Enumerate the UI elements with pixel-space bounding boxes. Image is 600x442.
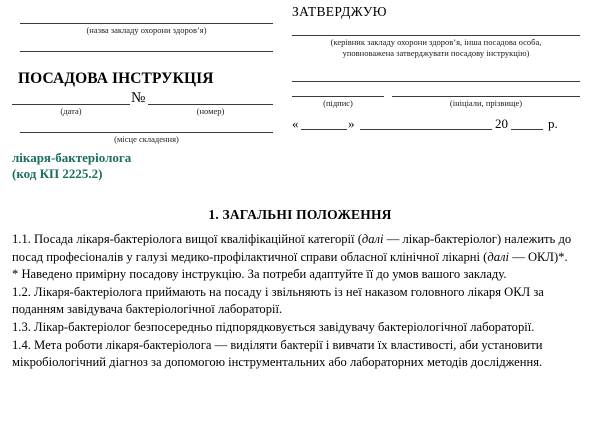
position-block bbox=[12, 150, 342, 182]
date-rule bbox=[12, 104, 130, 105]
body-paragraph-1-3: 1.3. Лікар-бактеріолог безпосередньо підпорядковується завідувачу бактеріологічної лабораторії. bbox=[12, 319, 535, 334]
document-body bbox=[12, 231, 590, 372]
authority-caption-line2: уповноважена затверджувати посадову інструкцію) bbox=[342, 48, 530, 58]
approve-label: ЗАТВЕРДЖУЮ bbox=[292, 4, 387, 19]
section-heading: 1. ЗАГАЛЬНІ ПОЛОЖЕННЯ bbox=[208, 207, 392, 222]
year-prefix: 20 bbox=[495, 116, 508, 131]
number-caption: (номер) bbox=[196, 106, 225, 116]
document-title-left: ПОСАДОВА ІНСТРУКЦІЯ bbox=[18, 70, 214, 87]
number-rule bbox=[148, 104, 273, 105]
date-quote-open: « bbox=[292, 116, 299, 131]
body-paragraph-1-4: 1.4. Мета роботи лікаря-бактеріолога — виділяти бактерії і вивчати їх властивості, аби установити мікробіологічний діагноз за допомогою інструментальних або лабораторних методів дослідження. bbox=[12, 337, 543, 370]
body-paragraph-1-1 bbox=[12, 231, 590, 266]
position-code: (код КП 2225.2) bbox=[12, 166, 103, 181]
year-blank-rule bbox=[511, 129, 543, 130]
organisation-second-rule bbox=[20, 51, 273, 52]
number-sign: № bbox=[131, 90, 146, 106]
date-quote-close: » bbox=[348, 116, 355, 131]
p1-part-c: — ОКЛ)*. bbox=[509, 249, 568, 264]
p1-italic-2: далі bbox=[487, 249, 510, 264]
day-blank-rule bbox=[301, 129, 347, 130]
name-caption: (ініціали, прізвище) bbox=[449, 98, 523, 108]
year-suffix: р. bbox=[548, 116, 558, 131]
p1-part-a: 1.1. Посада лікаря-бактеріолога вищої кваліфікаційної категорії ( bbox=[12, 232, 362, 246]
signature-rule bbox=[292, 96, 384, 97]
body-footnote: * Наведено примірну посадову інструкцію. За потреби адаптуйте її до умов вашого закладу. bbox=[12, 267, 507, 282]
authority-caption-line1: (керівник закладу охорони здоров’я, інша посадова особа, bbox=[330, 37, 542, 47]
name-rule bbox=[392, 96, 580, 97]
body-paragraph-1-2: 1.2. Лікаря-бактеріолога приймають на посаду і звільняють із неї наказом головного лікаря ОКЛ за поданням завідувача бактеріологічної лабораторії. bbox=[12, 284, 544, 317]
place-caption: (місце складення) bbox=[114, 134, 179, 144]
month-blank-rule bbox=[360, 129, 492, 130]
authority-rule bbox=[292, 35, 580, 36]
signature-caption: (підпис) bbox=[323, 98, 353, 108]
organisation-name-caption: (назва закладу охорони здоров’я) bbox=[86, 25, 207, 35]
p1-italic-1: далі bbox=[361, 232, 384, 246]
authority-second-rule bbox=[292, 81, 580, 82]
p1-part-b: — лікар-бактеріолог) належить до посад професіоналів у галузі медико-профілактичної справи обласної клінічної лікарні ( bbox=[12, 232, 572, 264]
place-rule bbox=[20, 132, 273, 133]
position-name: лікаря-бактеріолога bbox=[12, 150, 132, 165]
organisation-name-rule bbox=[20, 23, 273, 24]
header-right-column bbox=[292, 0, 600, 150]
date-caption: (дата) bbox=[60, 106, 82, 116]
